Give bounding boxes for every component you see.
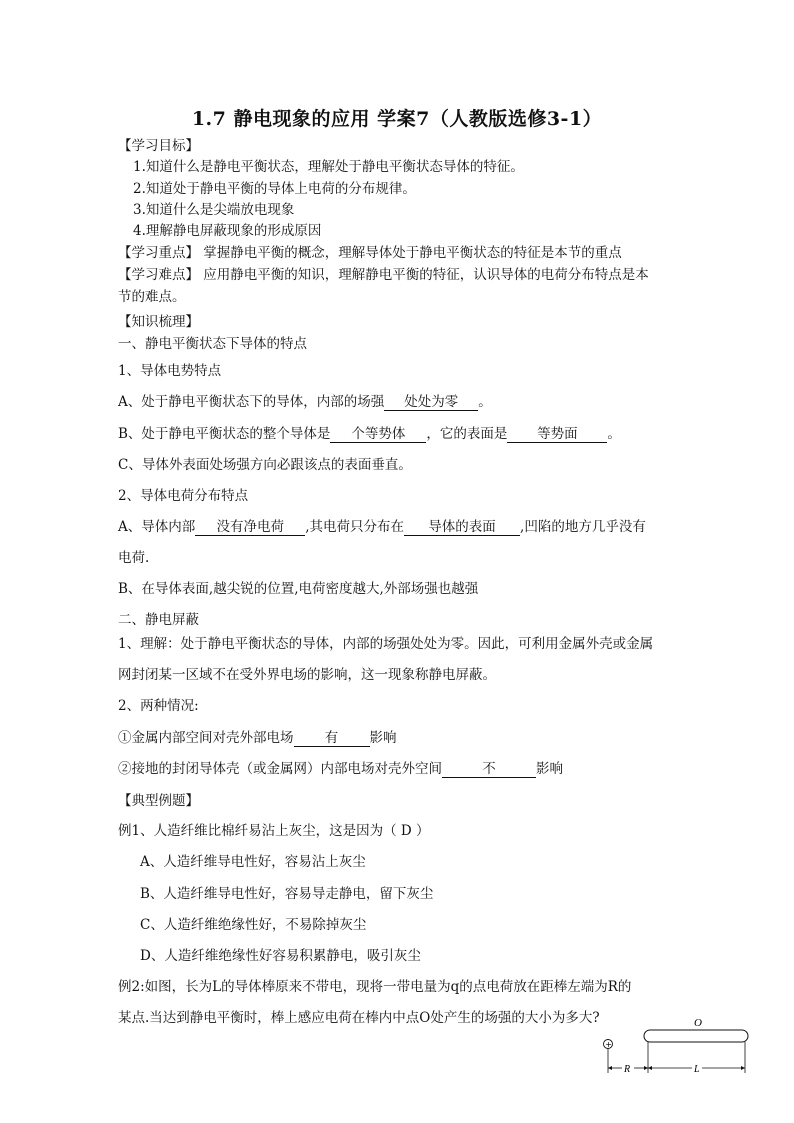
statement-text: 影响 <box>536 761 563 777</box>
sub-heading: 2、导体电荷分布特点 <box>118 488 249 504</box>
knowledge-header: 【知识梳理】 <box>118 314 199 330</box>
example-2-stem: 例2:如图，长为L的导体棒原来不带电，现将一带电量为q的点电荷放在距棒左端为R的 <box>118 979 632 995</box>
statement-text: ②接地的封闭导体壳（或金属网）内部电场对壳外空间 <box>118 761 442 777</box>
example-1-option: A、人造纤维导电性好，容易沾上灰尘 <box>140 854 366 870</box>
rod-charge-figure <box>598 1013 756 1079</box>
fill-blank: 导体的表面 <box>404 519 520 536</box>
statement-b2: B、在导体表面,越尖锐的位置,电荷密度越大,外部场强也越强 <box>118 581 479 597</box>
statement-text: A、导体内部 <box>118 519 196 535</box>
label-o: O <box>694 1017 702 1029</box>
objective-item: 3.知道什么是尖端放电现象 <box>133 202 295 218</box>
sub-heading: 2、两种情况: <box>118 698 199 714</box>
difficulty-text-cont: 节的难点。 <box>118 289 186 305</box>
statement-text: ,凹陷的地方几乎没有 <box>520 519 646 535</box>
section-heading: 二、静电屏蔽 <box>118 612 199 628</box>
difficulty-header: 【学习难点】 <box>118 267 199 283</box>
key-point <box>118 244 622 262</box>
objective-item: 4.理解静电屏蔽现象的形成原因 <box>133 223 322 239</box>
statement-a2-cont: 电荷. <box>118 550 150 566</box>
statement-c1: C、导体外表面处场强方向必跟该点的表面垂直。 <box>118 457 412 473</box>
case-1 <box>118 729 397 747</box>
examples-header: 【典型例题】 <box>118 793 199 809</box>
statement-text: ，它的表面是 <box>426 426 508 442</box>
fill-blank: 没有净电荷 <box>195 519 305 536</box>
charge-sign: + <box>605 1040 613 1049</box>
objective-item: 1.知道什么是静电平衡状态，理解处于静电平衡状态导体的特征。 <box>133 159 524 175</box>
example-1-option: D、人造纤维绝缘性好容易积累静电，吸引灰尘 <box>140 948 421 964</box>
key-point-header: 【学习重点】 <box>118 245 199 261</box>
page-title: 1.7 静电现象的应用 学案7（人教版选修3-1） <box>191 108 603 130</box>
fill-blank: 个等势体 <box>330 426 426 443</box>
label-l: L <box>694 1064 700 1075</box>
key-point-text: 掌握静电平衡的概念，理解导体处于静电平衡状态的特征是本节的重点 <box>199 245 622 261</box>
statement-a2 <box>118 518 646 536</box>
example-1-stem: 例1、人造纤维比棉纤易沾上灰尘，这是因为（ D ） <box>118 823 430 839</box>
shield-understanding: 1、理解：处于静电平衡状态的导体，内部的场强处处为零。因此，可利用金属外壳或金属 <box>118 636 654 652</box>
statement-text: 。 <box>607 426 621 442</box>
shield-understanding-cont: 网封闭某一区域不在受外界电场的影响，这一现象称静电屏蔽。 <box>118 667 496 683</box>
difficulty <box>118 266 649 284</box>
sub-heading: 1、导体电势特点 <box>118 363 222 379</box>
example-1-option: B、人造纤维导电性好，容易导走静电，留下灰尘 <box>140 886 434 902</box>
fill-blank: 处处为零 <box>384 394 478 411</box>
statement-text: ①金属内部空间对壳外部电场 <box>118 730 294 746</box>
label-r: R <box>624 1064 631 1075</box>
statement-text: 。 <box>478 394 492 410</box>
statement-text: B、处于静电平衡状态的整个导体是 <box>118 426 331 442</box>
statement-text: ,其电荷只分布在 <box>305 519 405 535</box>
fill-blank: 不 <box>442 761 536 778</box>
objectives-header: 【学习目标】 <box>118 138 199 154</box>
example-2-stem-cont: 某点.当达到静电平衡时，棒上感应电荷在棒内中点O处产生的场强的大小为多大? <box>118 1010 600 1026</box>
statement-text: A、处于静电平衡状态下的导体，内部的场强 <box>118 394 385 410</box>
objective-item: 2.知道处于静电平衡的导体上电荷的分布规律。 <box>133 181 416 197</box>
fill-blank: 有 <box>294 730 370 747</box>
example-1-option: C、人造纤维绝缘性好，不易除掉灰尘 <box>140 917 367 933</box>
conductor-rod <box>644 1030 748 1042</box>
statement-a1 <box>118 393 492 411</box>
statement-text: 影响 <box>369 730 397 746</box>
difficulty-text: 应用静电平衡的知识，理解静电平衡的特征，认识导体的电荷分布特点是本 <box>199 267 649 283</box>
case-2 <box>118 760 563 778</box>
fill-blank: 等势面 <box>507 426 607 443</box>
section-heading: 一、静电平衡状态下导体的特点 <box>118 336 307 352</box>
statement-b1 <box>118 425 621 443</box>
